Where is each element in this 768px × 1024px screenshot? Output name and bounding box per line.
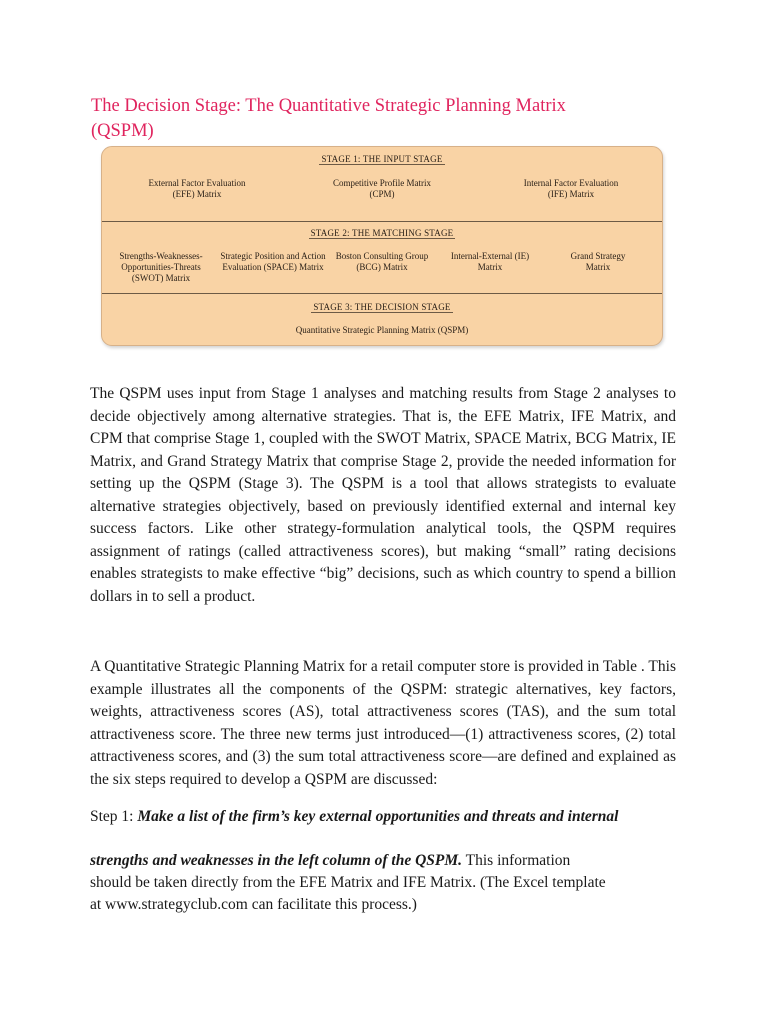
step1-instruction-part2: strengths and weaknesses in the left column of the QSPM. — [90, 852, 463, 869]
stage2-space-matrix: Strategic Position and Action Evaluation (SPACE) Matrix — [220, 251, 326, 272]
page-heading: The Decision Stage: The Quantitative Strategic Planning Matrix (QSPM) — [91, 96, 566, 141]
stage-divider — [102, 221, 662, 222]
paragraph-qspm-overview: The QSPM uses input from Stage 1 analyses and matching results from Stage 2 analyses to decide objectively among alternative strategies. That is, the EFE Matrix, IFE Matrix, and CPM that comprise Stage 1, coupled with the SWOT Matrix, SPACE Matrix, BCG Matrix, IE Matrix, and Grand Strategy Matrix that comprise Stage 2, provide the needed information for setting up the QSPM (Stage 3). The QSPM is a tool that allows strategists to evaluate alternative strategies objectively, based on previously identified external and internal key success factors. Like other strategy-formulation analytical tools, the QSPM requires assignment of ratings (called attractiveness scores), but making “small” rating decisions enables strategists to make effective “big” decisions, such as which country to spend a billion dollars in to sell a product. — [90, 385, 676, 605]
stage2-swot-matrix: Strengths-Weaknesses-Opportunities-Threats (SWOT) Matrix — [119, 251, 203, 283]
paragraph-qspm-example: A Quantitative Strategic Planning Matrix for a retail computer store is provided in Table . This example illustrates all the components of the QSPM: strategic alternatives, key factors, weights, attractiveness scores (AS), total attractiveness scores (TAS), and the sum total attractiveness score. The three new terms just introduced—(1) attractiveness scores, (2) total attractiveness scores, and (3) the sum total attractiveness score—are defined and explained as the six steps required to develop a QSPM are discussed: — [90, 658, 676, 788]
step1-text-after: This information — [462, 852, 571, 869]
step1-instruction-part1: Make a list of the firm’s key external opportunities and threats and internal — [137, 808, 619, 825]
step1-heading — [90, 806, 676, 827]
stage1-title: STAGE 1: THE INPUT STAGE — [321, 154, 443, 164]
stage-divider — [102, 293, 662, 294]
stage2-grand-strategy-matrix: Grand Strategy Matrix — [570, 251, 626, 272]
stage1-cpm-matrix: Competitive Profile Matrix (CPM) — [333, 178, 431, 199]
stage2-title: STAGE 2: THE MATCHING STAGE — [310, 228, 454, 238]
step1-line3: should be taken directly from the EFE Matrix and IFE Matrix. (The Excel template — [90, 874, 606, 891]
step1-line4: at www.strategyclub.com can facilitate this process.) — [90, 896, 417, 913]
stage1-efe-matrix: External Factor Evaluation (EFE) Matrix — [148, 178, 246, 199]
stage3-qspm-matrix: Quantitative Strategic Planning Matrix (QSPM) — [295, 325, 469, 335]
step1-label: Step 1: — [90, 808, 138, 825]
stage1-ife-matrix: Internal Factor Evaluation (IFE) Matrix — [523, 178, 619, 199]
step1-line2 — [90, 850, 680, 872]
stage2-ie-matrix: Internal-External (IE) Matrix — [450, 251, 530, 272]
strategy-formulation-framework-figure — [101, 146, 663, 346]
stage2-bcg-matrix: Boston Consulting Group (BCG) Matrix — [335, 251, 429, 272]
stage3-title: STAGE 3: THE DECISION STAGE — [313, 302, 451, 312]
